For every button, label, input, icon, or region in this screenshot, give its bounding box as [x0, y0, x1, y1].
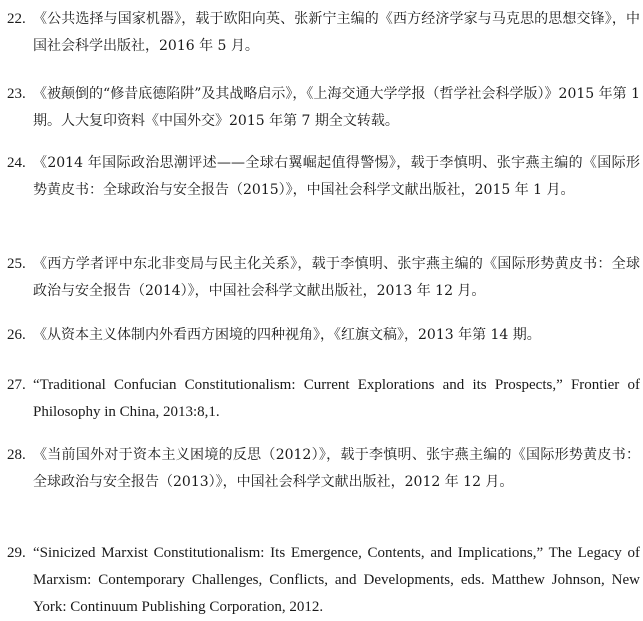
- item-text: “Sinicized Marxist Constitutionalism: Its Emergence, Contents, and Implications,” The Legacy of Marxism: Contemporary Challenges, Conflicts, and Developments, eds. Matthew Johnson, New York: Continuum Publishing Corporation, 2012.: [33, 545, 640, 615]
- item-number: 27.: [7, 377, 26, 393]
- item-number: 25.: [7, 256, 26, 272]
- item-number: 22.: [7, 11, 26, 27]
- item-number: 29.: [7, 545, 26, 561]
- item-text: 《从资本主义体制内外看西方困境的四种视角》，《红旗文稿》，2013 年第 14 期。: [33, 327, 541, 343]
- item-text: 《被颠倒的“修昔底德陷阱”及其战略启示》，《上海交通大学学报（哲学社会科学版）》2015 年第 1 期。人大复印资料《中国外交》2015 年第 7 期全文转载。: [33, 86, 640, 129]
- item-text: 《2014 年国际政治思潮评述——全球右翼崛起值得警惕》，载于李慎明、张宇燕主编的《国际形势黄皮书：全球政治与安全报告（2015）》，中国社会科学文献出版社，2015 年 1 月。: [33, 155, 640, 198]
- item-text: “Traditional Confucian Constitutionalism: Current Explorations and its Prospects,” Frontier of Philosophy in China, 2013:8,1.: [33, 377, 640, 420]
- item-number: 24.: [7, 155, 26, 171]
- item-text: 《当前国外对于资本主义困境的反思（2012）》，载于李慎明、张宇燕主编的《国际形势黄皮书：全球政治与安全报告（2013）》，中国社会科学文献出版社，2012 年 12 月。: [33, 447, 640, 490]
- item-number: 23.: [7, 86, 26, 102]
- item-text: 《公共选择与国家机器》，载于欧阳向英、张新宁主编的《西方经济学家与马克思的思想交锋》，中国社会科学出版社，2016 年 5 月。: [33, 11, 640, 54]
- item-number: 28.: [7, 447, 26, 463]
- item-number: 26.: [7, 327, 26, 343]
- item-text: 《西方学者评中东北非变局与民主化关系》，载于李慎明、张宇燕主编的《国际形势黄皮书：全球政治与安全报告（2014）》，中国社会科学文献出版社，2013 年 12 月。: [33, 256, 640, 299]
